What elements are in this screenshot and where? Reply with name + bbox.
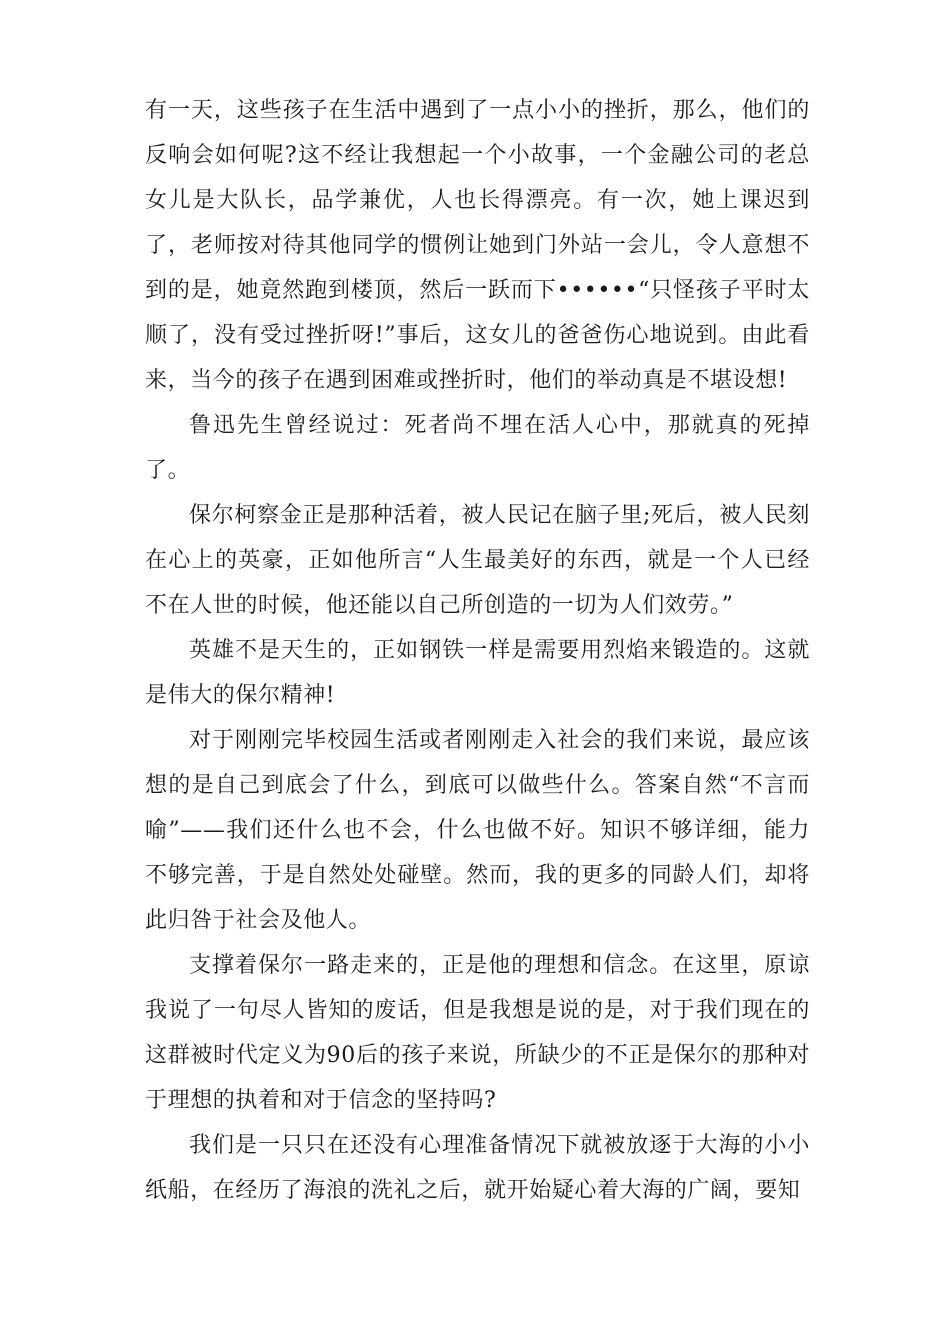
paragraph-6: 支撑着保尔一路走来的，正是他的理想和信念。在这里，原谅我说了一句尽人皆知的废话，但是我想是说的是，对于我们现在的这群被时代定义为90后的孩子来说，所缺少的不正是保尔的那种对于理想的执着和对于信念的坚持吗? bbox=[145, 953, 810, 1113]
paragraph-5: 对于刚刚完毕校园生活或者刚刚走入社会的我们来说，最应该想的是自己到底会了什么，到底可以做些什么。答案自然“不言而喻”——我们还什么也不会，什么也做不好。知识不够详细，能力不够完善，于是自然处处碰壁。然而，我的更多的同龄人们，却将此归咎于社会及他人。 bbox=[145, 728, 810, 933]
document-body bbox=[145, 88, 810, 1213]
paragraph-1: 有一天，这些孩子在生活中遇到了一点小小的挫折，那么，他们的反响会如何呢?这不经让我想起一个小故事，一个金融公司的老总女儿是大队长，品学兼优，人也长得漂亮。有一次，她上课迟到了，老师按对待其他同学的惯例让她到门外站一会儿，令人意想不到的是，她竟然跑到楼顶，然后一跃而下••••••“只怪孩子平时太顺了，没有受过挫折呀!”事后，这女儿的爸爸伤心地说到。由此看来，当今的孩子在遇到困难或挫折时，他们的举动真是不堪设想! bbox=[145, 98, 810, 393]
paragraph-3: 保尔柯察金正是那种活着，被人民记在脑子里;死后，被人民刻在心上的英豪，正如他所言“人生最美好的东西，就是一个人已经不在人世的时候，他还能以自己所创造的一切为人们效劳。” bbox=[145, 503, 810, 618]
paragraph-7: 我们是一只只在还没有心理准备情况下就被放逐于大海的小小纸船，在经历了海浪的洗礼之后，就开始疑心着大海的广阔，要知 bbox=[145, 1133, 810, 1203]
paragraph-2: 鲁迅先生曾经说过：死者尚不埋在活人心中，那就真的死掉了。 bbox=[145, 413, 810, 483]
paragraph-4: 英雄不是天生的，正如钢铁一样是需要用烈焰来锻造的。这就是伟大的保尔精神! bbox=[145, 638, 810, 708]
